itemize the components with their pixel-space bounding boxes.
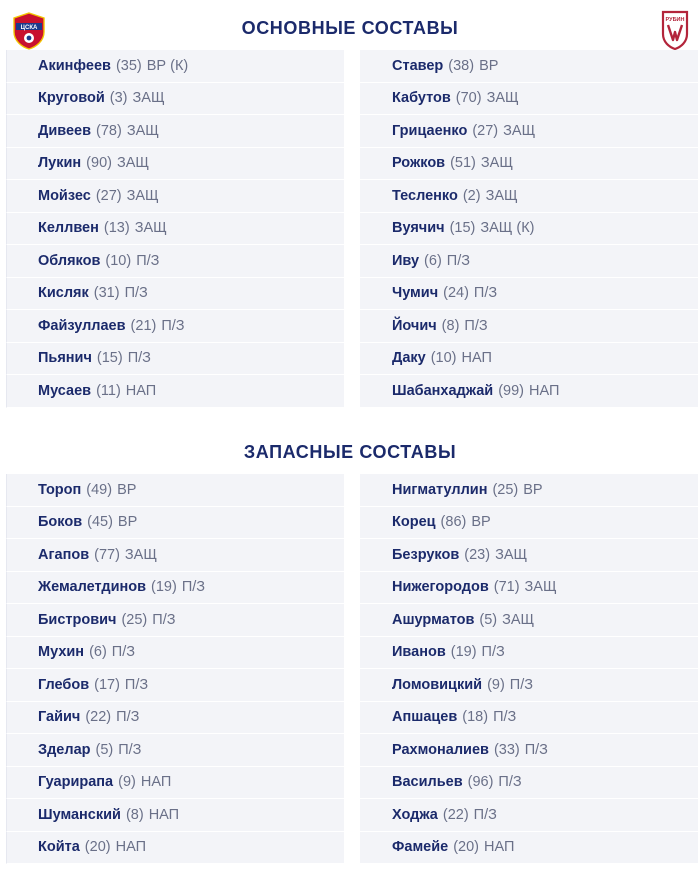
player-row <box>6 799 344 832</box>
substitutes-header <box>0 432 700 472</box>
player-row <box>360 310 698 343</box>
player-row <box>360 474 698 507</box>
player-row <box>360 375 698 408</box>
player-row <box>6 767 344 800</box>
player-row <box>360 148 698 181</box>
player-position: П/З <box>498 774 522 791</box>
player-name: Пьянич <box>38 350 92 367</box>
player-name: Рахмоналиев <box>392 741 489 758</box>
substitutes-table <box>6 474 698 864</box>
player-number: (6) <box>89 644 107 661</box>
player-name: Круговой <box>38 90 105 107</box>
player-position: ЗАЩ <box>116 155 149 172</box>
player-number: (24) <box>443 285 469 302</box>
player-number: (99) <box>498 382 524 399</box>
player-row <box>360 343 698 376</box>
starting-lineups-header <box>0 8 700 48</box>
player-position: ЗАЩ <box>134 220 167 237</box>
player-row <box>6 213 344 246</box>
home-starting-list <box>6 50 344 408</box>
player-position: ВР <box>117 481 137 498</box>
player-number: (51) <box>450 155 476 172</box>
player-number: (8) <box>125 806 144 823</box>
player-row <box>6 832 344 865</box>
player-name: Лукин <box>38 155 82 172</box>
player-name: Иву <box>392 252 420 269</box>
player-position: П/З <box>136 252 160 269</box>
player-position: П/З <box>481 644 505 661</box>
player-row <box>6 507 344 540</box>
rubin-crest-icon <box>660 10 690 50</box>
player-number: (31) <box>93 285 120 302</box>
player-number: (22) <box>442 806 469 823</box>
player-position: ВР <box>117 514 138 531</box>
player-position: ВР <box>471 514 491 531</box>
player-position: П/З <box>152 611 176 628</box>
player-name: Койта <box>38 839 80 856</box>
player-name: Кабутов <box>392 90 451 107</box>
player-number: (9) <box>487 676 505 693</box>
rubin-crest-text: РУБИН <box>665 17 685 23</box>
player-row <box>6 50 344 83</box>
player-row <box>360 507 698 540</box>
player-position: П/З <box>493 709 517 726</box>
player-position: П/З <box>124 676 149 693</box>
player-position: НАП <box>484 839 515 856</box>
player-row <box>360 637 698 670</box>
player-position: ЗАЩ <box>486 90 519 107</box>
player-row <box>360 572 698 605</box>
player-name: Бистрович <box>38 611 117 628</box>
player-row <box>6 539 344 572</box>
home-substitutes-list <box>6 474 344 864</box>
player-row <box>6 604 344 637</box>
player-row <box>6 245 344 278</box>
player-number: (5) <box>95 741 114 758</box>
player-position: ВР <box>523 481 543 498</box>
player-name: Файзуллаев <box>38 317 126 334</box>
player-row <box>360 115 698 148</box>
player-number: (15) <box>449 220 476 237</box>
player-row <box>6 474 344 507</box>
player-row <box>6 734 344 767</box>
player-name: Мусаев <box>38 382 92 399</box>
player-number: (10) <box>105 252 132 269</box>
player-position: П/З <box>473 806 497 823</box>
player-name: Грицаенко <box>392 122 468 139</box>
player-row <box>6 180 344 213</box>
player-position: ЗАЩ <box>124 546 157 563</box>
player-row <box>360 213 698 246</box>
player-name: Даку <box>392 350 426 367</box>
player-number: (19) <box>151 579 177 596</box>
player-row <box>6 310 344 343</box>
player-position: ВР (К) <box>146 57 189 74</box>
player-number: (6) <box>424 252 442 269</box>
player-name: Нижегородов <box>392 579 489 596</box>
player-name: Гайич <box>38 709 81 726</box>
player-position: П/З <box>161 317 185 334</box>
player-number: (13) <box>103 220 130 237</box>
player-number: (2) <box>462 187 481 204</box>
player-row <box>360 702 698 735</box>
player-number: (8) <box>441 317 460 334</box>
player-number: (96) <box>467 774 494 791</box>
player-name: Жемалетдинов <box>38 579 147 596</box>
starting-lineups-table <box>6 50 698 408</box>
player-row <box>360 767 698 800</box>
player-row <box>360 832 698 865</box>
player-position: П/З <box>127 350 151 367</box>
player-number: (35) <box>115 57 142 74</box>
cska-crest-icon <box>12 12 46 50</box>
player-number: (77) <box>94 546 120 563</box>
player-position: П/З <box>473 285 498 302</box>
player-position: П/З <box>524 741 548 758</box>
player-row <box>360 180 698 213</box>
player-row <box>6 375 344 408</box>
player-number: (25) <box>121 611 148 628</box>
player-position: НАП <box>140 774 172 791</box>
player-position: П/З <box>124 285 148 302</box>
player-position: П/З <box>111 644 136 661</box>
player-row <box>360 734 698 767</box>
player-number: (20) <box>453 839 480 856</box>
player-row <box>360 245 698 278</box>
player-name: Ломовицкий <box>392 676 483 693</box>
player-number: (15) <box>96 350 123 367</box>
player-number: (45) <box>87 514 113 531</box>
player-position: ЗАЩ <box>502 611 535 628</box>
player-number: (86) <box>440 514 467 531</box>
player-name: Мойзес <box>38 187 91 204</box>
player-number: (5) <box>479 611 498 628</box>
player-position: ЗАЩ <box>503 122 536 139</box>
player-position: П/З <box>118 741 142 758</box>
player-row <box>6 83 344 116</box>
away-substitutes-list <box>360 474 698 864</box>
player-name: Безруков <box>392 546 460 563</box>
player-row <box>360 669 698 702</box>
player-position: П/З <box>509 676 534 693</box>
player-number: (19) <box>450 644 477 661</box>
player-name: Вуячич <box>392 220 445 237</box>
player-number: (21) <box>130 317 157 334</box>
player-number: (25) <box>492 481 519 498</box>
player-position: П/З <box>181 579 206 596</box>
player-number: (33) <box>493 741 520 758</box>
player-name: Шуманский <box>38 806 121 823</box>
player-number: (18) <box>462 709 489 726</box>
player-row <box>360 278 698 311</box>
player-row <box>6 572 344 605</box>
player-position: ЗАЩ <box>485 187 518 204</box>
player-position: НАП <box>528 382 560 399</box>
player-name: Глебов <box>38 676 90 693</box>
player-position: П/З <box>116 709 140 726</box>
player-row <box>360 604 698 637</box>
player-name: Келлвен <box>38 220 99 237</box>
player-name: Акинфеев <box>38 57 111 74</box>
player-row <box>6 669 344 702</box>
player-number: (71) <box>493 579 520 596</box>
player-row <box>6 148 344 181</box>
player-number: (11) <box>96 382 121 399</box>
player-row <box>360 799 698 832</box>
player-number: (9) <box>118 774 136 791</box>
player-name: Ашурматов <box>392 611 475 628</box>
player-position: НАП <box>125 382 157 399</box>
player-row <box>6 278 344 311</box>
player-name: Корец <box>392 514 436 531</box>
player-number: (20) <box>84 839 111 856</box>
player-name: Васильев <box>392 774 463 791</box>
player-position: П/З <box>446 252 470 269</box>
player-position: ЗАЩ <box>126 122 159 139</box>
player-number: (38) <box>448 57 475 74</box>
player-position: ЗАЩ (К) <box>480 220 535 237</box>
player-name: Шабанхаджай <box>392 382 494 399</box>
player-position: НАП <box>461 350 492 367</box>
player-name: Мухин <box>38 644 85 661</box>
player-name: Рожков <box>392 155 446 172</box>
player-name: Агапов <box>38 546 90 563</box>
player-number: (27) <box>472 122 499 139</box>
player-name: Иванов <box>392 644 446 661</box>
player-number: (22) <box>85 709 112 726</box>
player-row <box>6 702 344 735</box>
player-row <box>360 539 698 572</box>
away-starting-list <box>360 50 698 408</box>
player-name: Нигматуллин <box>392 481 488 498</box>
player-position: ЗАЩ <box>495 546 528 563</box>
player-name: Ходжа <box>392 806 438 823</box>
player-number: (70) <box>455 90 482 107</box>
player-position: ЗАЩ <box>524 579 557 596</box>
player-name: Тесленко <box>392 187 458 204</box>
player-name: Боков <box>38 514 83 531</box>
player-name: Йочич <box>392 317 437 334</box>
section-title: ЗАПАСНЫЕ СОСТАВЫ <box>243 441 457 462</box>
player-position: ЗАЩ <box>126 187 159 204</box>
player-number: (10) <box>430 350 457 367</box>
player-name: Тороп <box>38 481 82 498</box>
cska-crest-text: ЦСКА <box>20 25 38 31</box>
player-number: (78) <box>96 122 122 139</box>
player-row <box>360 83 698 116</box>
player-name: Ставер <box>392 57 444 74</box>
player-name: Обляков <box>38 252 101 269</box>
player-name: Кисляк <box>38 285 89 302</box>
player-number: (3) <box>109 90 128 107</box>
player-name: Чумич <box>392 285 439 302</box>
player-position: ЗАЩ <box>480 155 513 172</box>
player-row <box>360 50 698 83</box>
player-row <box>6 637 344 670</box>
player-number: (90) <box>86 155 112 172</box>
player-name: Зделар <box>38 741 91 758</box>
player-name: Апшацев <box>392 709 458 726</box>
player-position: П/З <box>464 317 488 334</box>
section-title: ОСНОВНЫЕ СОСТАВЫ <box>241 17 459 38</box>
player-position: НАП <box>148 806 180 823</box>
player-position: ВР <box>479 57 499 74</box>
player-row <box>6 115 344 148</box>
player-name: Дивеев <box>38 122 92 139</box>
player-name: Фамейе <box>392 839 449 856</box>
player-number: (17) <box>94 676 120 693</box>
player-number: (23) <box>464 546 491 563</box>
player-position: ЗАЩ <box>132 90 165 107</box>
player-name: Гуарирапа <box>38 774 114 791</box>
player-number: (27) <box>95 187 122 204</box>
player-row <box>6 343 344 376</box>
player-number: (49) <box>86 481 113 498</box>
player-position: НАП <box>115 839 146 856</box>
